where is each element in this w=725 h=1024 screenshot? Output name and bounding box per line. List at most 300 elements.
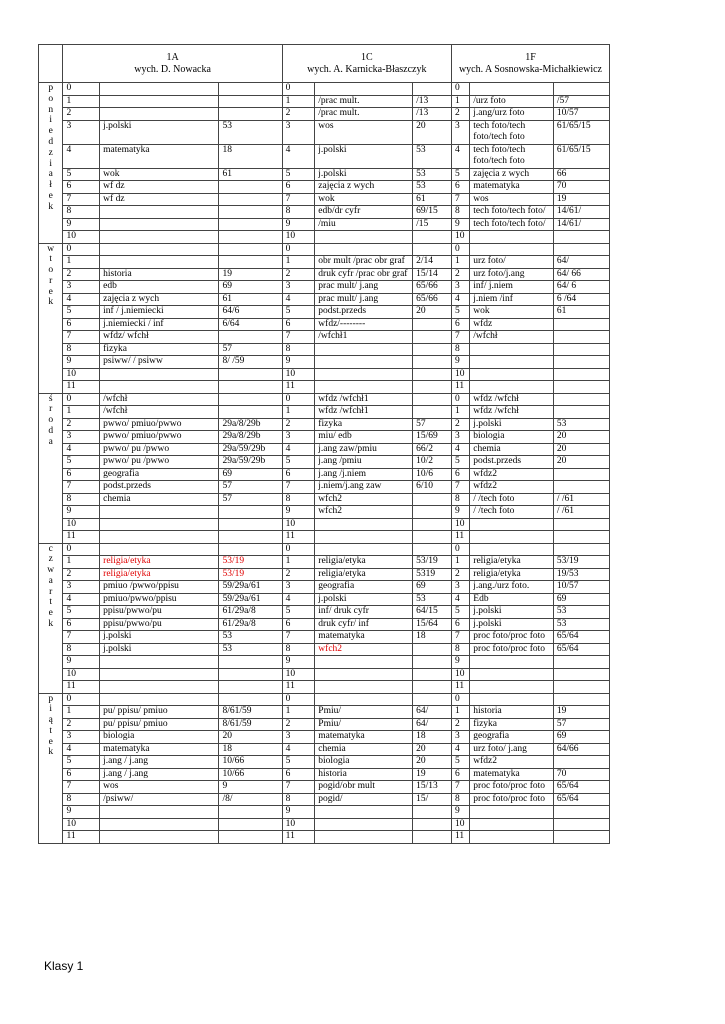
1a-lesson-number: 1 xyxy=(63,256,100,269)
1f-subject: /wfchł xyxy=(470,331,554,344)
1a-lesson-number: 3 xyxy=(63,431,100,444)
1c-lesson-number: 2 xyxy=(282,568,315,581)
1f-room xyxy=(553,818,609,831)
1a-room: 8/ /59 xyxy=(219,356,282,369)
1a-subject xyxy=(100,95,219,108)
day-letter: e xyxy=(48,190,53,201)
1f-subject: biologia xyxy=(470,431,554,444)
lesson-row xyxy=(39,318,610,331)
1a-room: 29a/59/29b xyxy=(219,443,282,456)
lesson-row xyxy=(39,406,610,419)
1a-room: 19 xyxy=(219,268,282,281)
1f-room: 64/66 xyxy=(553,743,609,756)
1c-subject: /prac mult. xyxy=(315,95,413,108)
1a-room: 64/6 xyxy=(219,306,282,319)
1a-subject: /wfchł xyxy=(100,406,219,419)
lesson-row xyxy=(39,393,610,406)
1c-room xyxy=(413,818,452,831)
1a-room: 20 xyxy=(219,731,282,744)
1f-lesson-number: 8 xyxy=(451,493,469,506)
1a-lesson-number: 2 xyxy=(63,268,100,281)
1f-room xyxy=(553,806,609,819)
1f-lesson-number: 4 xyxy=(451,144,469,168)
lesson-row xyxy=(39,793,610,806)
1f-subject xyxy=(470,818,554,831)
lesson-row xyxy=(39,468,610,481)
1c-lesson-number: 7 xyxy=(282,781,315,794)
1f-subject: tech foto/tech foto/tech foto xyxy=(470,144,554,168)
lesson-row xyxy=(39,506,610,519)
day-letter: r xyxy=(49,404,53,415)
1f-room: 70 xyxy=(553,768,609,781)
1c-lesson-number: 10 xyxy=(282,368,315,381)
lesson-row xyxy=(39,743,610,756)
class-teacher: wych. A. Karnicka-Błaszczyk xyxy=(307,63,427,75)
1f-room: 64/ 66 xyxy=(553,268,609,281)
1a-lesson-number: 9 xyxy=(63,356,100,369)
1f-room: /57 xyxy=(553,95,609,108)
1c-subject: Pmiu/ xyxy=(315,718,413,731)
lesson-row xyxy=(39,681,610,694)
1f-subject: urz foto/ xyxy=(470,256,554,269)
timetable xyxy=(38,44,610,844)
1f-subject: matematyka xyxy=(470,768,554,781)
1a-subject xyxy=(100,206,219,219)
lesson-row xyxy=(39,243,610,256)
lesson-row xyxy=(39,718,610,731)
1f-room xyxy=(553,318,609,331)
lesson-row xyxy=(39,731,610,744)
1a-subject xyxy=(100,831,219,844)
1a-room: 61 xyxy=(219,293,282,306)
1f-subject xyxy=(470,668,554,681)
lesson-row xyxy=(39,543,610,556)
1c-lesson-number: 2 xyxy=(282,718,315,731)
1f-lesson-number: 7 xyxy=(451,193,469,206)
1c-room xyxy=(413,693,452,706)
1c-room xyxy=(413,506,452,519)
1a-room xyxy=(219,206,282,219)
1f-subject xyxy=(470,681,554,694)
day-letter: t xyxy=(49,597,53,608)
1c-subject: wok xyxy=(315,193,413,206)
1f-room xyxy=(553,231,609,244)
day-letter: r xyxy=(49,586,53,597)
1c-room xyxy=(413,406,452,419)
1c-lesson-number: 5 xyxy=(282,606,315,619)
1f-subject xyxy=(470,83,554,96)
1c-lesson-number: 2 xyxy=(282,108,315,121)
1f-room: 57 xyxy=(553,718,609,731)
1c-room: 15/14 xyxy=(413,268,452,281)
1f-room: / /61 xyxy=(553,493,609,506)
1f-lesson-number: 2 xyxy=(451,268,469,281)
1f-subject: wfdz2 xyxy=(470,468,554,481)
day-letter: t xyxy=(49,254,53,265)
1f-subject: religia/etyka xyxy=(470,568,554,581)
1f-subject: wos xyxy=(470,193,554,206)
1c-room: 69 xyxy=(413,581,452,594)
1c-subject: j.ang /pmiu xyxy=(315,456,413,469)
1f-lesson-number: 2 xyxy=(451,418,469,431)
1f-subject xyxy=(470,381,554,394)
1a-subject: inf / j.niemiecki xyxy=(100,306,219,319)
1f-room xyxy=(553,756,609,769)
1c-room xyxy=(413,393,452,406)
1c-lesson-number: 9 xyxy=(282,218,315,231)
1f-lesson-number: 6 xyxy=(451,618,469,631)
1f-subject: wfdz /wfchł xyxy=(470,406,554,419)
1f-room xyxy=(553,83,609,96)
lesson-row xyxy=(39,356,610,369)
1a-lesson-number: 1 xyxy=(63,406,100,419)
1c-lesson-number: 4 xyxy=(282,144,315,168)
1f-lesson-number: 3 xyxy=(451,431,469,444)
1a-lesson-number: 10 xyxy=(63,818,100,831)
1a-subject xyxy=(100,818,219,831)
day-letter: w xyxy=(47,565,55,576)
1a-lesson-number: 7 xyxy=(63,781,100,794)
1c-lesson-number: 0 xyxy=(282,393,315,406)
1c-lesson-number: 3 xyxy=(282,431,315,444)
1f-room: 19 xyxy=(553,193,609,206)
lesson-row xyxy=(39,343,610,356)
1f-room xyxy=(553,668,609,681)
lesson-row xyxy=(39,693,610,706)
1a-lesson-number: 6 xyxy=(63,318,100,331)
class-header-1f xyxy=(451,45,609,83)
1f-room: 10/57 xyxy=(553,108,609,121)
1f-room: 19 xyxy=(553,706,609,719)
1c-room: 65/66 xyxy=(413,293,452,306)
1c-lesson-number: 5 xyxy=(282,306,315,319)
1a-subject: matematyka xyxy=(100,144,219,168)
1f-room xyxy=(553,343,609,356)
corner-cell xyxy=(39,45,63,83)
1a-room xyxy=(219,668,282,681)
1a-lesson-number: 4 xyxy=(63,593,100,606)
1a-room xyxy=(219,818,282,831)
class-header-1c xyxy=(282,45,451,83)
1a-subject: matematyka xyxy=(100,743,219,756)
1c-room: 10/6 xyxy=(413,468,452,481)
1a-room: 53 xyxy=(219,631,282,644)
1f-room: 61/65/15 xyxy=(553,144,609,168)
1c-subject: historia xyxy=(315,768,413,781)
1c-lesson-number: 0 xyxy=(282,83,315,96)
lesson-row xyxy=(39,368,610,381)
1a-room: 9 xyxy=(219,781,282,794)
header-row xyxy=(39,45,610,83)
1f-room xyxy=(553,693,609,706)
class-teacher: wych. A Sosnowska-Michałkiewicz xyxy=(458,63,602,75)
lesson-row xyxy=(39,481,610,494)
1c-subject: j.ang /j.niem xyxy=(315,468,413,481)
day-letter: a xyxy=(48,575,53,586)
1f-subject: zajęcia z wych xyxy=(470,168,554,181)
1a-lesson-number: 10 xyxy=(63,368,100,381)
1f-room: 53/19 xyxy=(553,556,609,569)
1a-subject xyxy=(100,218,219,231)
1a-subject: /psiww/ xyxy=(100,793,219,806)
1c-room xyxy=(413,343,452,356)
1f-subject: chemia xyxy=(470,443,554,456)
1a-room xyxy=(219,231,282,244)
1a-subject: /wfchł xyxy=(100,393,219,406)
lesson-row xyxy=(39,568,610,581)
1c-lesson-number: 0 xyxy=(282,543,315,556)
1a-subject xyxy=(100,656,219,669)
1a-subject: wf dz xyxy=(100,193,219,206)
1c-lesson-number: 8 xyxy=(282,343,315,356)
day-label xyxy=(39,543,63,693)
1c-room xyxy=(413,831,452,844)
1c-room: 2/14 xyxy=(413,256,452,269)
1c-lesson-number: 1 xyxy=(282,556,315,569)
1f-lesson-number: 6 xyxy=(451,768,469,781)
1f-subject xyxy=(470,231,554,244)
class-code: 1A xyxy=(166,51,179,63)
1c-subject: religia/etyka xyxy=(315,556,413,569)
1a-lesson-number: 3 xyxy=(63,120,100,144)
1a-subject: wfdz/ wfchł xyxy=(100,331,219,344)
1a-room: /8/ xyxy=(219,793,282,806)
1a-lesson-number: 6 xyxy=(63,181,100,194)
1a-subject: zajęcia z wych xyxy=(100,293,219,306)
1f-room: 14/61/ xyxy=(553,206,609,219)
1a-lesson-number: 10 xyxy=(63,231,100,244)
1a-lesson-number: 0 xyxy=(63,243,100,256)
1a-subject xyxy=(100,668,219,681)
1c-room: 20 xyxy=(413,120,452,144)
1c-lesson-number: 1 xyxy=(282,95,315,108)
lesson-row xyxy=(39,756,610,769)
1f-subject: inf/ j.niem xyxy=(470,281,554,294)
lesson-row xyxy=(39,556,610,569)
1f-subject xyxy=(470,543,554,556)
lesson-row xyxy=(39,293,610,306)
1f-subject: podst.przeds xyxy=(470,456,554,469)
lesson-row xyxy=(39,806,610,819)
1f-room: 6 /64 xyxy=(553,293,609,306)
1f-subject xyxy=(470,531,554,544)
1c-lesson-number: 9 xyxy=(282,356,315,369)
1c-lesson-number: 11 xyxy=(282,681,315,694)
1f-subject: tech foto/tech foto/ xyxy=(470,206,554,219)
day-letter: k xyxy=(48,619,54,630)
1c-room: 15/13 xyxy=(413,781,452,794)
1f-lesson-number: 8 xyxy=(451,343,469,356)
1f-room xyxy=(553,393,609,406)
1f-subject: wfdz /wfchł xyxy=(470,393,554,406)
1f-subject: j.ang./urz foto. xyxy=(470,581,554,594)
1a-room: 61/29a/8 xyxy=(219,618,282,631)
1c-room: 15/69 xyxy=(413,431,452,444)
1f-lesson-number: 1 xyxy=(451,95,469,108)
1a-lesson-number: 0 xyxy=(63,543,100,556)
1a-lesson-number: 1 xyxy=(63,95,100,108)
1c-subject xyxy=(315,656,413,669)
lesson-row xyxy=(39,281,610,294)
1f-subject: /urz foto xyxy=(470,95,554,108)
lesson-row xyxy=(39,456,610,469)
1c-lesson-number: 2 xyxy=(282,268,315,281)
1a-subject xyxy=(100,83,219,96)
1f-subject xyxy=(470,356,554,369)
1f-room: 70 xyxy=(553,181,609,194)
day-letter: c xyxy=(48,543,53,554)
1f-lesson-number: 7 xyxy=(451,331,469,344)
1f-room xyxy=(553,356,609,369)
day-letter: d xyxy=(48,136,54,147)
1f-subject: matematyka xyxy=(470,181,554,194)
1a-lesson-number: 5 xyxy=(63,306,100,319)
1c-room xyxy=(413,356,452,369)
1c-room xyxy=(413,331,452,344)
1f-lesson-number: 6 xyxy=(451,318,469,331)
1a-subject xyxy=(100,256,219,269)
1c-lesson-number: 6 xyxy=(282,768,315,781)
day-letter: k xyxy=(48,297,54,308)
1f-subject xyxy=(470,518,554,531)
1c-subject: obr mult /prac obr graf xyxy=(315,256,413,269)
1f-lesson-number: 0 xyxy=(451,693,469,706)
1c-room: 53 xyxy=(413,181,452,194)
1f-lesson-number: 9 xyxy=(451,218,469,231)
day-letter: z xyxy=(48,554,53,565)
1a-subject: pwwo/ pmiuo/pwwo xyxy=(100,418,219,431)
1c-room: /13 xyxy=(413,95,452,108)
1f-lesson-number: 11 xyxy=(451,531,469,544)
1a-lesson-number: 8 xyxy=(63,793,100,806)
1c-subject: j.niem/j.ang zaw xyxy=(315,481,413,494)
1a-subject: pmiuo/pwwo/ppisu xyxy=(100,593,219,606)
1a-lesson-number: 3 xyxy=(63,281,100,294)
1c-subject: fizyka xyxy=(315,418,413,431)
1f-lesson-number: 7 xyxy=(451,631,469,644)
1a-lesson-number: 5 xyxy=(63,456,100,469)
1f-room: 14/61/ xyxy=(553,218,609,231)
1a-lesson-number: 8 xyxy=(63,643,100,656)
1a-lesson-number: 6 xyxy=(63,618,100,631)
lesson-row xyxy=(39,618,610,631)
1c-room: 15/64 xyxy=(413,618,452,631)
1c-room xyxy=(413,83,452,96)
1a-subject xyxy=(100,243,219,256)
1a-lesson-number: 5 xyxy=(63,756,100,769)
1a-room: 8/61/59 xyxy=(219,706,282,719)
day-letter: e xyxy=(48,286,53,297)
1f-room: 64/ xyxy=(553,256,609,269)
1c-room: 69/15 xyxy=(413,206,452,219)
1f-lesson-number: 3 xyxy=(451,281,469,294)
day-letter: d xyxy=(48,425,54,436)
1f-subject xyxy=(470,368,554,381)
1a-room: 8/61/59 xyxy=(219,718,282,731)
1a-room xyxy=(219,406,282,419)
1c-subject: miu/ edb xyxy=(315,431,413,444)
lesson-row xyxy=(39,706,610,719)
1c-subject xyxy=(315,381,413,394)
1c-room: 66/2 xyxy=(413,443,452,456)
1f-lesson-number: 1 xyxy=(451,256,469,269)
1f-room xyxy=(553,656,609,669)
1a-lesson-number: 1 xyxy=(63,556,100,569)
1f-lesson-number: 1 xyxy=(451,706,469,719)
1f-lesson-number: 0 xyxy=(451,243,469,256)
1a-lesson-number: 7 xyxy=(63,481,100,494)
1c-room: 53 xyxy=(413,144,452,168)
1f-room: 66 xyxy=(553,168,609,181)
1a-subject xyxy=(100,531,219,544)
1a-subject xyxy=(100,231,219,244)
1a-room xyxy=(219,108,282,121)
lesson-row xyxy=(39,218,610,231)
1c-room: 64/ xyxy=(413,706,452,719)
lesson-row xyxy=(39,531,610,544)
1f-lesson-number: 11 xyxy=(451,381,469,394)
1f-subject: j.niem /inf xyxy=(470,293,554,306)
1f-room xyxy=(553,368,609,381)
day-letter: w xyxy=(47,243,55,254)
1f-room: 20 xyxy=(553,443,609,456)
day-letter: ś xyxy=(48,393,53,404)
1f-subject: religia/etyka xyxy=(470,556,554,569)
1a-subject: wos xyxy=(100,781,219,794)
1c-lesson-number: 5 xyxy=(282,168,315,181)
1a-room: 57 xyxy=(219,481,282,494)
1a-subject: podst.przeds xyxy=(100,481,219,494)
1f-room xyxy=(553,381,609,394)
1f-lesson-number: 6 xyxy=(451,468,469,481)
1a-lesson-number: 7 xyxy=(63,331,100,344)
1f-room xyxy=(553,531,609,544)
1f-lesson-number: 4 xyxy=(451,743,469,756)
1a-room: 53 xyxy=(219,643,282,656)
1a-subject xyxy=(100,518,219,531)
1c-room: /13 xyxy=(413,108,452,121)
1a-lesson-number: 0 xyxy=(63,83,100,96)
1f-lesson-number: 10 xyxy=(451,518,469,531)
1c-subject xyxy=(315,818,413,831)
lesson-row xyxy=(39,831,610,844)
lesson-row xyxy=(39,493,610,506)
1a-subject xyxy=(100,543,219,556)
1a-lesson-number: 4 xyxy=(63,144,100,168)
1c-room xyxy=(413,518,452,531)
1c-subject: wos xyxy=(315,120,413,144)
day-letter: i xyxy=(49,115,53,126)
1c-lesson-number: 9 xyxy=(282,656,315,669)
1f-room: 20 xyxy=(553,431,609,444)
1a-lesson-number: 8 xyxy=(63,493,100,506)
1a-subject: religia/etyka xyxy=(100,568,219,581)
1a-lesson-number: 4 xyxy=(63,293,100,306)
1c-room xyxy=(413,531,452,544)
1f-subject xyxy=(470,656,554,669)
1a-subject: j.ang / j.ang xyxy=(100,756,219,769)
1c-subject: geografia xyxy=(315,581,413,594)
1f-room xyxy=(553,406,609,419)
1a-room xyxy=(219,693,282,706)
1a-lesson-number: 9 xyxy=(63,218,100,231)
lesson-row xyxy=(39,668,610,681)
1c-lesson-number: 1 xyxy=(282,706,315,719)
lesson-row xyxy=(39,193,610,206)
1a-subject: fizyka xyxy=(100,343,219,356)
1c-room: 15/ xyxy=(413,793,452,806)
1a-room xyxy=(219,506,282,519)
